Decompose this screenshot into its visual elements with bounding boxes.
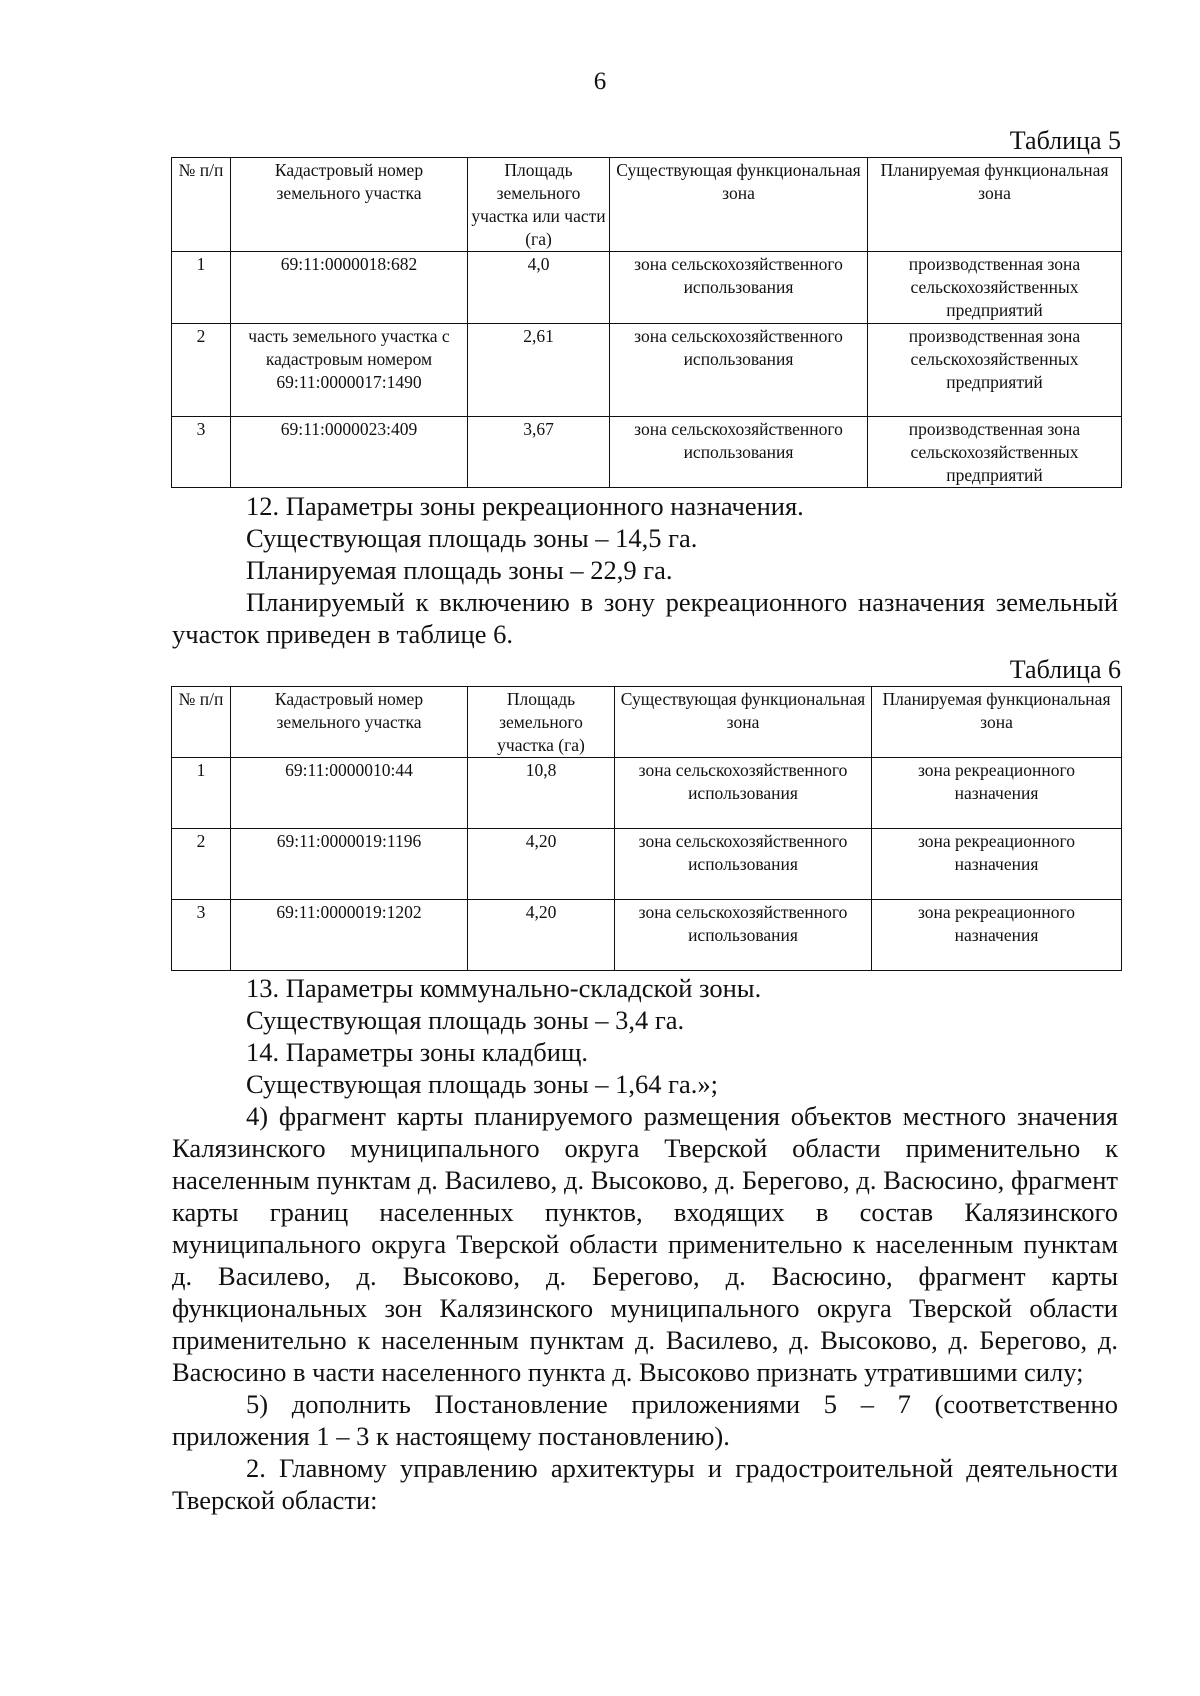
table-cell: 3: [172, 417, 231, 488]
table-cell: 4,20: [468, 829, 615, 900]
table6-caption: Таблица 6: [1009, 655, 1121, 684]
table-cell: 2: [172, 829, 231, 900]
section-heading: 13. Параметры коммунально-складской зоны.: [246, 973, 762, 1003]
section-heading: 12. Параметры зоны рекреационного назначения.: [246, 491, 804, 521]
paragraph: Планируемая площадь зоны – 22,9 га.: [246, 555, 673, 585]
table-cell: зона рекреационного назначения: [872, 758, 1122, 829]
table-cell: 10,8: [468, 758, 615, 829]
table6-header-cell: Планируемая функциональная зона: [872, 687, 1122, 758]
table-cell: 69:11:0000018:682: [231, 252, 468, 324]
table-cell: зона рекреационного назначения: [872, 900, 1122, 971]
table-cell: производственная зона сельскохозяйственных предприятий: [868, 252, 1122, 324]
table-cell: 1: [172, 758, 231, 829]
table-cell: зона сельскохозяйственного использования: [615, 758, 872, 829]
table-cell: зона сельскохозяйственного использования: [615, 829, 872, 900]
page-number: 6: [593, 68, 607, 95]
table-cell: 69:11:0000019:1202: [231, 900, 468, 971]
table-cell: зона сельскохозяйственного использования: [610, 417, 868, 488]
table-cell: 4,20: [468, 900, 615, 971]
table-row: [172, 900, 1122, 971]
table-cell: зона сельскохозяйственного использования: [610, 324, 868, 417]
table5-header-cell: Планируемая функциональная зона: [868, 158, 1122, 252]
table-cell: зона сельскохозяйственного использования: [615, 900, 872, 971]
table6-header-cell: № п/п: [172, 687, 231, 758]
table-cell: 3: [172, 900, 231, 971]
section-heading: 14. Параметры зоны кладбищ.: [246, 1037, 588, 1067]
paragraph-item-2: 2. Главному управлению архитектуры и градостроительной деятельности Тверской области:: [172, 1453, 1118, 1515]
table5-header-cell: Существующая функциональная зона: [610, 158, 868, 252]
paragraph-item-5: 5) дополнить Постановление приложениями 5 – 7 (соответственно приложения 1 – 3 к настоящему постановлению).: [172, 1389, 1118, 1451]
table-row: [172, 252, 1122, 324]
table5-header-cell: Кадастровый номер земельного участка: [231, 158, 468, 252]
table6-header-row: [172, 687, 1122, 758]
table-cell: 69:11:0000023:409: [231, 417, 468, 488]
table-cell: 4,0: [468, 252, 610, 324]
table6-header-cell: Кадастровый номер земельного участка: [231, 687, 468, 758]
table6-header-cell: Площадь земельного участка (га): [468, 687, 615, 758]
table-cell: зона рекреационного назначения: [872, 829, 1122, 900]
table-cell: производственная зона сельскохозяйственных предприятий: [868, 324, 1122, 417]
paragraph: Существующая площадь зоны – 3,4 га.: [246, 1005, 685, 1035]
table-cell: 2: [172, 324, 231, 417]
table-row: [172, 758, 1122, 829]
sections-13-14: [172, 972, 1118, 1516]
table5-header-cell: Площадь земельного участка или части (га): [468, 158, 610, 252]
table-cell: производственная зона сельскохозяйственных предприятий: [868, 417, 1122, 488]
table5-header-row: [172, 158, 1122, 252]
table-cell: часть земельного участка с кадастровым номером 69:11:0000017:1490: [231, 324, 468, 417]
table6: [171, 686, 1122, 971]
table-row: [172, 417, 1122, 488]
table-cell: 69:11:0000010:44: [231, 758, 468, 829]
table-cell: 1: [172, 252, 231, 324]
paragraph-item-4: 4) фрагмент карты планируемого размещения объектов местного значения Калязинского муниципального округа Тверской области применительно к населенным пунктам д. Василево, д. Высоково, д. Берегово, д. Васюсино, фрагмент карты границ населенных пунктов, входящих в состав Калязинского муниципального округа Тверской области применительно к населенным пунктам д. Василево, д. Высоково, д. Берегово, д. Васюсино, фрагмент карты функциональных зон Калязинского муниципального округа Тверской области применительно к населенным пунктам д. Василево, д. Высоково, д. Берегово, д. Васюсино в части населенного пункта д. Высоково признать утратившими силу;: [172, 1101, 1118, 1387]
table-cell: 69:11:0000019:1196: [231, 829, 468, 900]
table-cell: 3,67: [468, 417, 610, 488]
paragraph: Планируемый к включению в зону рекреационного назначения земельный участок приведен в таблице 6.: [172, 587, 1118, 649]
table5: [171, 157, 1122, 488]
table-row: [172, 829, 1122, 900]
paragraph: Существующая площадь зоны – 1,64 га.»;: [246, 1069, 719, 1099]
table-cell: 2,61: [468, 324, 610, 417]
table5-header-cell: № п/п: [172, 158, 231, 252]
table5-caption: Таблица 5: [1009, 126, 1121, 155]
table-cell: зона сельскохозяйственного использования: [610, 252, 868, 324]
table-row: [172, 324, 1122, 417]
table6-header-cell: Существующая функциональная зона: [615, 687, 872, 758]
section-12: [172, 490, 1118, 650]
paragraph: Существующая площадь зоны – 14,5 га.: [246, 523, 698, 553]
